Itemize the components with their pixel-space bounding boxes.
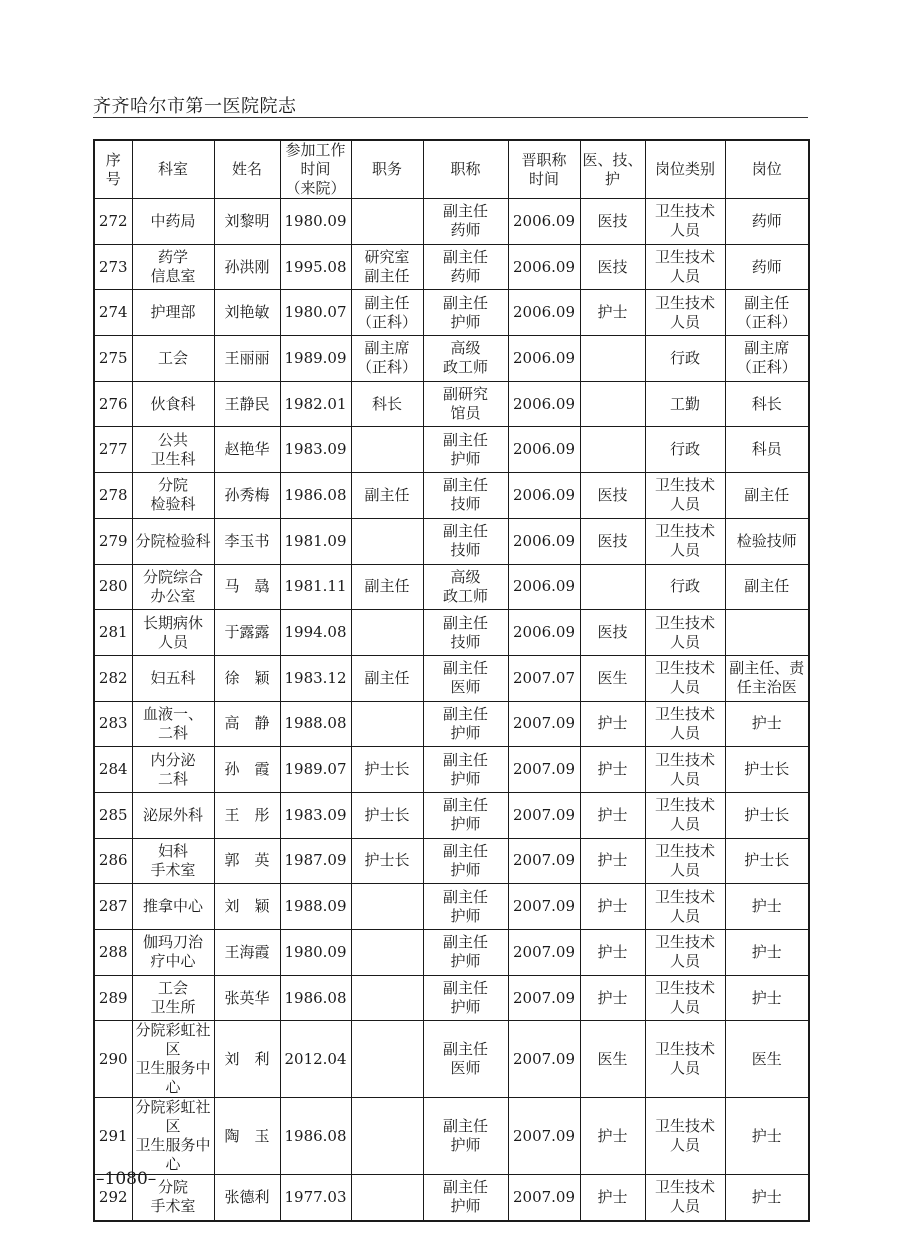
cell-department: 伙食科 [132, 381, 214, 427]
cell-name: 于露露 [214, 610, 280, 656]
staff-table [93, 139, 810, 1222]
cell-position: 副主任 [351, 473, 423, 519]
cell-department: 妇五科 [132, 655, 214, 701]
col-header-department: 科室 [132, 140, 214, 199]
col-header-title: 职称 [423, 140, 508, 199]
cell-title-date: 2006.09 [508, 473, 580, 519]
cell-index: 279 [94, 518, 132, 564]
cell-index: 292 [94, 1175, 132, 1221]
cell-title: 副主任 医师 [423, 655, 508, 701]
cell-post-type: 行政 [645, 336, 725, 382]
cell-name: 王丽丽 [214, 336, 280, 382]
cell-start-date: 1987.09 [280, 838, 351, 884]
cell-position: 护士长 [351, 792, 423, 838]
cell-post: 医生 [725, 1021, 809, 1098]
cell-title-date: 2006.09 [508, 336, 580, 382]
cell-index: 287 [94, 884, 132, 930]
cell-name: 王海霞 [214, 930, 280, 976]
cell-start-date: 1983.09 [280, 792, 351, 838]
cell-title-date: 2007.09 [508, 1098, 580, 1175]
cell-department: 护理部 [132, 290, 214, 336]
cell-start-date: 2012.04 [280, 1021, 351, 1098]
cell-post-type: 行政 [645, 564, 725, 610]
cell-category [580, 381, 645, 427]
cell-post: 护士长 [725, 747, 809, 793]
cell-title-date: 2007.09 [508, 884, 580, 930]
cell-category: 医技 [580, 473, 645, 519]
cell-start-date: 1981.09 [280, 518, 351, 564]
cell-title-date: 2006.09 [508, 564, 580, 610]
cell-category: 护士 [580, 792, 645, 838]
cell-name: 郭 英 [214, 838, 280, 884]
cell-position [351, 701, 423, 747]
table-row [94, 792, 809, 838]
cell-post: 药师 [725, 244, 809, 290]
cell-index: 288 [94, 930, 132, 976]
table-row [94, 381, 809, 427]
cell-title-date: 2006.09 [508, 518, 580, 564]
cell-name: 张英华 [214, 975, 280, 1021]
cell-title: 副主任 护师 [423, 290, 508, 336]
cell-name: 刘艳敏 [214, 290, 280, 336]
cell-start-date: 1995.08 [280, 244, 351, 290]
table-row [94, 610, 809, 656]
cell-start-date: 1982.01 [280, 381, 351, 427]
cell-department: 公共 卫生科 [132, 427, 214, 473]
cell-post-type: 卫生技术 人员 [645, 747, 725, 793]
cell-post-type: 卫生技术 人员 [645, 199, 725, 245]
cell-index: 284 [94, 747, 132, 793]
cell-index: 273 [94, 244, 132, 290]
table-row [94, 564, 809, 610]
cell-index: 286 [94, 838, 132, 884]
cell-post: 检验技师 [725, 518, 809, 564]
cell-department: 中药局 [132, 199, 214, 245]
cell-index: 278 [94, 473, 132, 519]
cell-title: 副主任 技师 [423, 473, 508, 519]
cell-title-date: 2007.07 [508, 655, 580, 701]
cell-name: 王 彤 [214, 792, 280, 838]
cell-title-date: 2007.09 [508, 1175, 580, 1221]
cell-title: 副主任 护师 [423, 427, 508, 473]
cell-category: 护士 [580, 838, 645, 884]
cell-category: 护士 [580, 930, 645, 976]
cell-start-date: 1986.08 [280, 473, 351, 519]
cell-index: 289 [94, 975, 132, 1021]
cell-category: 护士 [580, 1098, 645, 1175]
cell-department: 药学 信息室 [132, 244, 214, 290]
cell-post: 护士 [725, 1098, 809, 1175]
cell-start-date: 1986.08 [280, 1098, 351, 1175]
cell-post: 副主任 （正科） [725, 290, 809, 336]
cell-post: 副主席 （正科） [725, 336, 809, 382]
table-header-row [94, 140, 809, 199]
cell-title-date: 2007.09 [508, 792, 580, 838]
cell-start-date: 1988.09 [280, 884, 351, 930]
table-row [94, 930, 809, 976]
header-rule [93, 117, 808, 118]
cell-post-type: 工勤 [645, 381, 725, 427]
cell-post: 护士 [725, 1175, 809, 1221]
col-header-category: 医、技、 护 [580, 140, 645, 199]
cell-department: 分院检验科 [132, 518, 214, 564]
cell-start-date: 1980.09 [280, 930, 351, 976]
cell-position: 科长 [351, 381, 423, 427]
cell-position: 护士长 [351, 747, 423, 793]
cell-title: 副主任 药师 [423, 199, 508, 245]
cell-position: 副主任 （正科） [351, 290, 423, 336]
cell-post: 副主任 [725, 564, 809, 610]
cell-post-type: 卫生技术 人员 [645, 518, 725, 564]
col-header-post: 岗位 [725, 140, 809, 199]
cell-category: 医技 [580, 518, 645, 564]
cell-title: 高级 政工师 [423, 564, 508, 610]
cell-post-type: 卫生技术 人员 [645, 884, 725, 930]
cell-title-date: 2007.09 [508, 701, 580, 747]
table-row [94, 701, 809, 747]
cell-title: 副主任 护师 [423, 975, 508, 1021]
table-row [94, 838, 809, 884]
cell-title: 副主任 药师 [423, 244, 508, 290]
cell-post-type: 卫生技术 人员 [645, 1175, 725, 1221]
table-row [94, 1175, 809, 1221]
cell-start-date: 1994.08 [280, 610, 351, 656]
table-row [94, 884, 809, 930]
cell-category: 护士 [580, 1175, 645, 1221]
cell-category: 护士 [580, 290, 645, 336]
table-row [94, 473, 809, 519]
cell-category [580, 336, 645, 382]
cell-post-type: 卫生技术 人员 [645, 655, 725, 701]
cell-title: 副主任 护师 [423, 930, 508, 976]
cell-department: 分院 手术室 [132, 1175, 214, 1221]
cell-post [725, 610, 809, 656]
cell-post: 护士 [725, 975, 809, 1021]
col-header-title-date: 晋职称 时间 [508, 140, 580, 199]
cell-position [351, 199, 423, 245]
cell-position: 护士长 [351, 838, 423, 884]
cell-start-date: 1977.03 [280, 1175, 351, 1221]
cell-post-type: 卫生技术 人员 [645, 473, 725, 519]
cell-post: 护士 [725, 884, 809, 930]
cell-category: 护士 [580, 701, 645, 747]
col-header-position: 职务 [351, 140, 423, 199]
cell-title-date: 2007.09 [508, 838, 580, 884]
cell-index: 291 [94, 1098, 132, 1175]
cell-index: 272 [94, 199, 132, 245]
cell-start-date: 1980.07 [280, 290, 351, 336]
cell-post-type: 卫生技术 人员 [645, 610, 725, 656]
cell-title: 副主任 护师 [423, 1175, 508, 1221]
cell-post: 护士长 [725, 838, 809, 884]
cell-post: 护士 [725, 701, 809, 747]
cell-index: 290 [94, 1021, 132, 1098]
table-row [94, 199, 809, 245]
cell-start-date: 1989.09 [280, 336, 351, 382]
cell-title-date: 2007.09 [508, 975, 580, 1021]
cell-title: 副主任 医师 [423, 1021, 508, 1098]
cell-start-date: 1988.08 [280, 701, 351, 747]
cell-title-date: 2007.09 [508, 1021, 580, 1098]
cell-category: 护士 [580, 747, 645, 793]
cell-index: 285 [94, 792, 132, 838]
cell-title-date: 2007.09 [508, 930, 580, 976]
cell-start-date: 1986.08 [280, 975, 351, 1021]
cell-position: 研究室 副主任 [351, 244, 423, 290]
table-row [94, 290, 809, 336]
cell-position: 副主任 [351, 564, 423, 610]
cell-department: 分院彩虹社区 卫生服务中心 [132, 1098, 214, 1175]
cell-name: 刘黎明 [214, 199, 280, 245]
cell-department: 分院彩虹社区 卫生服务中心 [132, 1021, 214, 1098]
table-row [94, 975, 809, 1021]
cell-post-type: 卫生技术 人员 [645, 930, 725, 976]
col-header-start-date: 参加工作 时间 （来院） [280, 140, 351, 199]
cell-index: 275 [94, 336, 132, 382]
cell-name: 孙 霞 [214, 747, 280, 793]
cell-name: 赵艳华 [214, 427, 280, 473]
cell-name: 徐 颖 [214, 655, 280, 701]
cell-index: 280 [94, 564, 132, 610]
cell-category: 医技 [580, 244, 645, 290]
cell-name: 孙秀梅 [214, 473, 280, 519]
cell-department: 分院 检验科 [132, 473, 214, 519]
cell-index: 277 [94, 427, 132, 473]
cell-name: 张德利 [214, 1175, 280, 1221]
cell-title: 副主任 技师 [423, 518, 508, 564]
table-row [94, 747, 809, 793]
cell-post: 护士长 [725, 792, 809, 838]
cell-post-type: 卫生技术 人员 [645, 244, 725, 290]
cell-name: 刘 颖 [214, 884, 280, 930]
cell-post-type: 卫生技术 人员 [645, 838, 725, 884]
cell-position [351, 1098, 423, 1175]
cell-name: 李玉书 [214, 518, 280, 564]
cell-category: 护士 [580, 975, 645, 1021]
cell-post: 副主任、责 任主治医 [725, 655, 809, 701]
cell-post: 护士 [725, 930, 809, 976]
cell-start-date: 1989.07 [280, 747, 351, 793]
table-row [94, 1021, 809, 1098]
page-number: –1080– [96, 1169, 157, 1189]
table-row [94, 1098, 809, 1175]
cell-start-date: 1983.12 [280, 655, 351, 701]
cell-department: 分院综合 办公室 [132, 564, 214, 610]
cell-name: 孙洪刚 [214, 244, 280, 290]
table-row [94, 244, 809, 290]
cell-position [351, 930, 423, 976]
cell-name: 马 骉 [214, 564, 280, 610]
cell-start-date: 1980.09 [280, 199, 351, 245]
cell-position [351, 610, 423, 656]
cell-title: 副主任 护师 [423, 838, 508, 884]
cell-index: 276 [94, 381, 132, 427]
cell-position: 副主任 [351, 655, 423, 701]
table-row [94, 427, 809, 473]
cell-post-type: 卫生技术 人员 [645, 792, 725, 838]
cell-category: 医生 [580, 1021, 645, 1098]
cell-post-type: 卫生技术 人员 [645, 701, 725, 747]
table-row [94, 518, 809, 564]
cell-position [351, 427, 423, 473]
cell-post-type: 卫生技术 人员 [645, 975, 725, 1021]
cell-position [351, 1021, 423, 1098]
col-header-name: 姓名 [214, 140, 280, 199]
cell-position: 副主席 （正科） [351, 336, 423, 382]
cell-start-date: 1983.09 [280, 427, 351, 473]
cell-title-date: 2006.09 [508, 199, 580, 245]
cell-category: 医技 [580, 610, 645, 656]
cell-department: 伽玛刀治 疗中心 [132, 930, 214, 976]
cell-title-date: 2006.09 [508, 427, 580, 473]
cell-department: 工会 [132, 336, 214, 382]
cell-post-type: 行政 [645, 427, 725, 473]
running-head: 齐齐哈尔市第一医院院志 [93, 96, 297, 117]
cell-title: 高级 政工师 [423, 336, 508, 382]
cell-index: 283 [94, 701, 132, 747]
cell-start-date: 1981.11 [280, 564, 351, 610]
table-row [94, 655, 809, 701]
cell-index: 282 [94, 655, 132, 701]
cell-department: 内分泌 二科 [132, 747, 214, 793]
cell-title-date: 2006.09 [508, 381, 580, 427]
cell-category [580, 427, 645, 473]
cell-title: 副主任 护师 [423, 1098, 508, 1175]
cell-name: 刘 利 [214, 1021, 280, 1098]
cell-title-date: 2006.09 [508, 244, 580, 290]
cell-department: 工会 卫生所 [132, 975, 214, 1021]
cell-title: 副主任 护师 [423, 701, 508, 747]
cell-title: 副主任 技师 [423, 610, 508, 656]
cell-department: 长期病休 人员 [132, 610, 214, 656]
cell-department: 血液一、 二科 [132, 701, 214, 747]
cell-category: 医生 [580, 655, 645, 701]
cell-title: 副主任 护师 [423, 792, 508, 838]
cell-position [351, 975, 423, 1021]
cell-index: 281 [94, 610, 132, 656]
cell-department: 泌尿外科 [132, 792, 214, 838]
table-row [94, 336, 809, 382]
cell-post-type: 卫生技术 人员 [645, 1021, 725, 1098]
cell-title: 副主任 护师 [423, 884, 508, 930]
cell-post: 科员 [725, 427, 809, 473]
cell-name: 陶 玉 [214, 1098, 280, 1175]
cell-post: 科长 [725, 381, 809, 427]
cell-position [351, 884, 423, 930]
cell-position [351, 1175, 423, 1221]
col-header-post-type: 岗位类别 [645, 140, 725, 199]
cell-position [351, 518, 423, 564]
cell-post: 副主任 [725, 473, 809, 519]
cell-category [580, 564, 645, 610]
cell-title-date: 2006.09 [508, 610, 580, 656]
cell-index: 274 [94, 290, 132, 336]
cell-title-date: 2007.09 [508, 747, 580, 793]
cell-title-date: 2006.09 [508, 290, 580, 336]
cell-category: 医技 [580, 199, 645, 245]
cell-post-type: 卫生技术 人员 [645, 1098, 725, 1175]
col-header-index: 序 号 [94, 140, 132, 199]
cell-name: 王静民 [214, 381, 280, 427]
cell-department: 妇科 手术室 [132, 838, 214, 884]
cell-name: 高 静 [214, 701, 280, 747]
cell-department: 推拿中心 [132, 884, 214, 930]
cell-post: 药师 [725, 199, 809, 245]
cell-title: 副研究 馆员 [423, 381, 508, 427]
cell-category: 护士 [580, 884, 645, 930]
cell-title: 副主任 护师 [423, 747, 508, 793]
cell-post-type: 卫生技术 人员 [645, 290, 725, 336]
